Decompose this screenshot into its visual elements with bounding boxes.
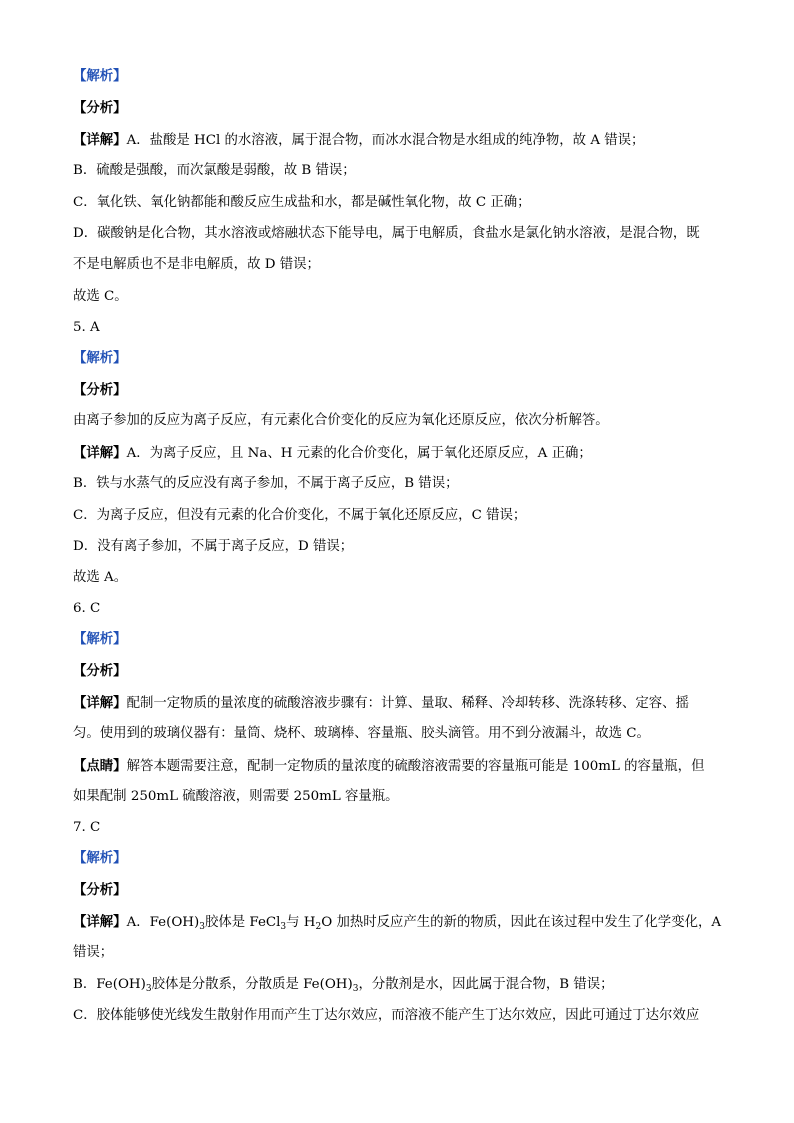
text-line: B．硫酸是强酸，而次氯酸是弱酸，故 B 错误； [73,163,356,178]
text-line: C．氧化铁、氧化钠都能和酸反应生成盐和水，都是碱性氧化物，故 C 正确； [73,195,531,210]
text-line: C．胶体能够使光线发生散射作用而产生丁达尔效应，而溶液不能产生丁达尔效应，因此可通过丁达尔效应 [73,1008,700,1023]
detail-line: 【详解】A．盐酸是 HCl 的水溶液，属于混合物，而冰水混合物是水组成的纯净物，故 A 错误； [73,132,645,148]
text-line: D．没有离子参加，不属于离子反应，D 错误； [73,539,354,554]
detail-line: 【详解】A．为离子反应，且 Na、H 元素的化合价变化，属于氧化还原反应，A 正确； [73,445,592,461]
section-heading-fenxi: 【分析】 [73,882,127,898]
section-heading-jiexi: 【解析】 [73,350,127,366]
answer-line: 故选 C。 [73,289,128,304]
text-line: 由离子参加的反应为离子反应，有元素化合价变化的反应为氧化还原反应，依次分析解答。 [73,413,609,428]
text-line: D．碳酸钠是化合物，其水溶液或熔融状态下能导电，属于电解质，食盐水是氯化钠水溶液，是混合物，既 [73,226,700,241]
section-heading-fenxi: 【分析】 [73,663,127,679]
text-line: B．铁与水蒸气的反应没有离子参加，不属于离子反应，B 错误； [73,476,459,491]
text-line: 错误； [73,945,114,960]
section-heading-jiexi: 【解析】 [73,850,127,866]
section-heading-fenxi: 【分析】 [73,382,127,398]
text-line: 不是电解质也不是非电解质，故 D 错误； [73,257,320,272]
text-line: 匀。使用到的玻璃仪器有：量筒、烧杯、玻璃棒、容量瓶、胶头滴管。用不到分液漏斗，故选 C。 [73,726,650,741]
section-heading-fenxi: 【分析】 [73,100,127,116]
answer-line: 故选 A。 [73,570,128,585]
question-number: 6. C [73,601,101,616]
detail-line: 【详解】A．$Fe(OH)_3$胶体是 FeCl$_3$与 $H_2O$ 加热时反应产生的新的物质，因此在该过程中发生了化学变化，A [73,914,722,932]
section-heading-jiexi: 【解析】 [73,68,127,84]
section-heading-jiexi: 【解析】 [73,631,127,647]
note-line: 【点睛】解答本题需要注意，配制一定物质的量浓度的硫酸溶液需要的容量瓶可能是 100mL 的容量瓶，但 [73,758,705,774]
question-number: 7. C [73,820,101,835]
question-number: 5. A [73,320,100,335]
text-line: 如果配制 250mL 硫酸溶液，则需要 250mL 容量瓶。 [73,789,399,804]
text-line: B．$Fe(OH)_3$胶体是分散系，分散质是 $Fe(OH)_3$，分散剂是水，因此属于混合物，B 错误； [73,977,614,994]
text-line: C．为离子反应，但没有元素的化合价变化，不属于氧化还原反应，C 错误； [73,508,527,523]
detail-line: 【详解】配制一定物质的量浓度的硫酸溶液步骤有：计算、量取、稀释、冷却转移、洗涤转移、定容、摇 [73,695,689,711]
